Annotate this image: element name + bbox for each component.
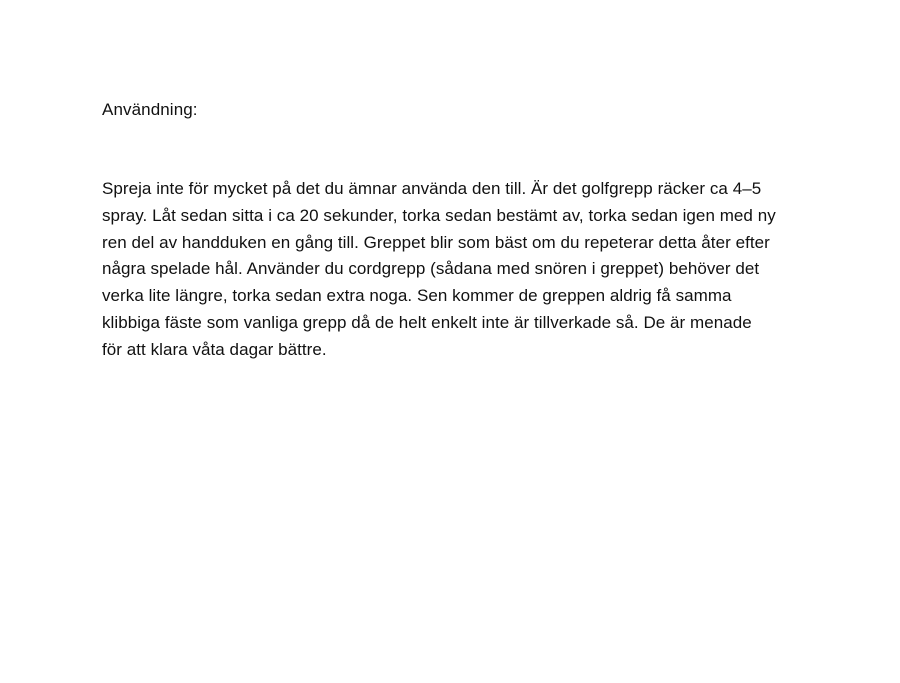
paragraph-line: klibbiga fäste som vanliga grepp då de helt enkelt inte är tillverkade så. De är menade xyxy=(102,312,752,332)
paragraph-line: för att klara våta dagar bättre. xyxy=(102,339,327,359)
paragraph-line: några spelade hål. Använder du cordgrepp (sådana med snören i greppet) behöver det xyxy=(102,259,760,279)
paragraph-line: verka lite längre, torka sedan extra noga. Sen kommer de greppen aldrig få samma xyxy=(102,286,732,306)
section-heading: Användning: xyxy=(102,100,198,119)
paragraph-line: Spreja inte för mycket på det du ämnar använda den till. Är det golfgrepp räcker ca 4–5 xyxy=(102,179,762,198)
paragraph-line: ren del av handduken en gång till. Greppet blir som bäst om du repeterar detta åter efter xyxy=(102,232,770,252)
instruction-paragraph xyxy=(102,176,814,364)
paragraph-line: spray. Låt sedan sitta i ca 20 sekunder, torka sedan bestämt av, torka sedan igen med ny xyxy=(102,205,776,225)
